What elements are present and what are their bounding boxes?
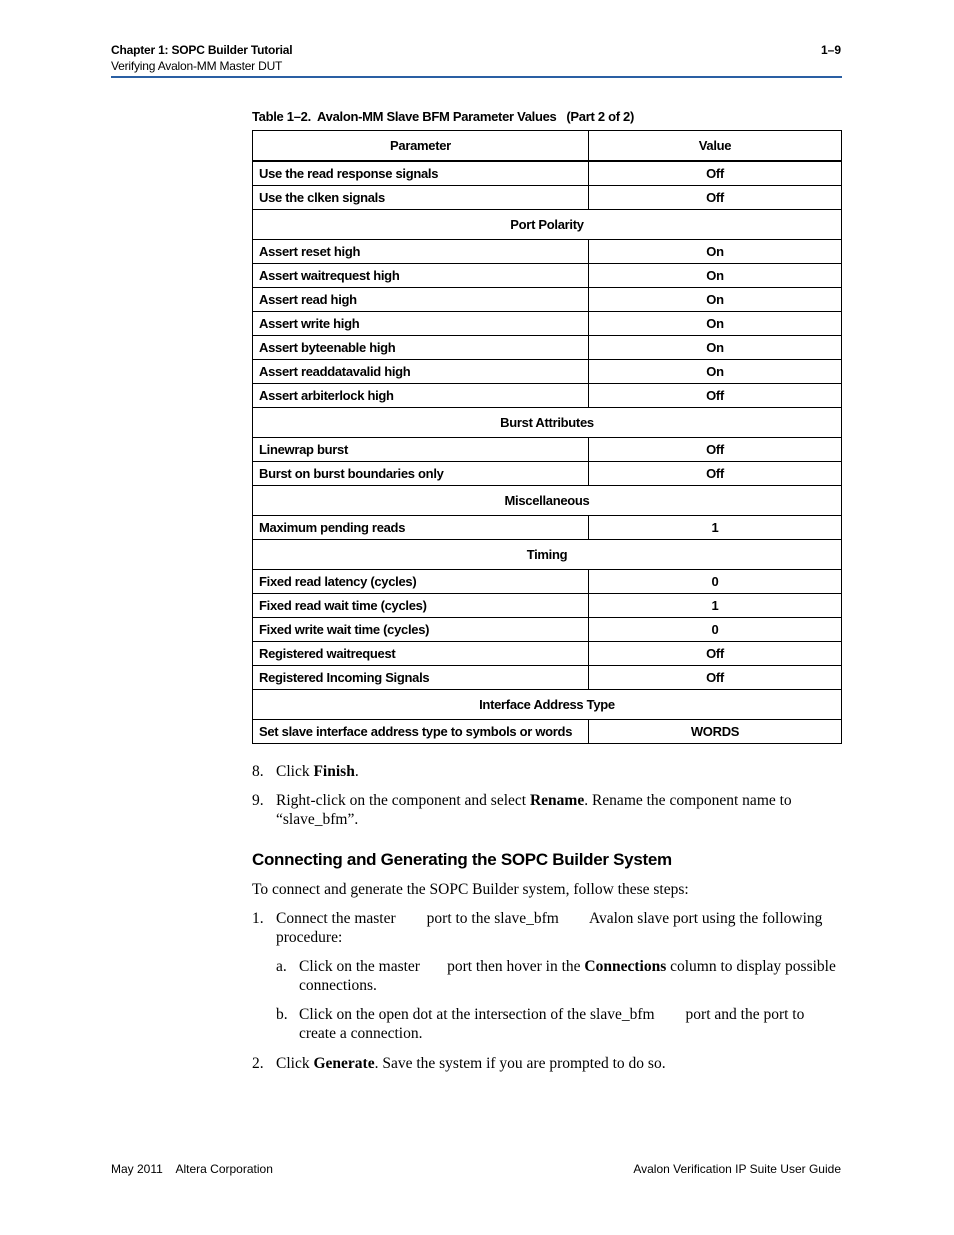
parameter-cell: Assert readdatavalid high: [253, 360, 589, 384]
table-row: [253, 161, 842, 186]
step-text: Right-click on the component and select Rename. Rename the component name to “slave_bfm”.: [276, 792, 792, 828]
column-header-value: Value: [589, 131, 842, 162]
group-row-burst-attributes: [253, 408, 842, 438]
parameter-cell: Assert waitrequest high: [253, 264, 589, 288]
header-chapter: Chapter 1: SOPC Builder Tutorial: [111, 43, 293, 57]
column-header-parameter: Parameter: [253, 131, 589, 162]
table-row: [253, 240, 842, 264]
table-caption: Table 1–2. Avalon-MM Slave BFM Parameter Values (Part 2 of 2): [252, 109, 635, 124]
parameter-cell: Assert write high: [253, 312, 589, 336]
parameter-cell: Set slave interface address type to symbols or words: [253, 720, 589, 744]
value-cell: Off: [589, 161, 842, 186]
table-row: [253, 288, 842, 312]
parameter-cell: Maximum pending reads: [253, 516, 589, 540]
table-row: [253, 516, 842, 540]
value-cell: Off: [589, 462, 842, 486]
group-label: Port Polarity: [253, 210, 842, 240]
step-number: 2.: [252, 1055, 264, 1072]
group-row-miscellaneous: [253, 486, 842, 516]
table-row: [253, 642, 842, 666]
parameter-cell: Assert read high: [253, 288, 589, 312]
table-row: [253, 438, 842, 462]
substep-text: Click on the master port then hover in the Connections column to display possible connections.: [299, 958, 840, 994]
parameter-cell: Assert byteenable high: [253, 336, 589, 360]
value-cell: On: [589, 240, 842, 264]
value-cell: On: [589, 336, 842, 360]
parameter-cell: Linewrap burst: [253, 438, 589, 462]
group-label: Timing: [253, 540, 842, 570]
substep-letter: b.: [276, 1006, 288, 1023]
table-row: [253, 312, 842, 336]
table-row: [253, 462, 842, 486]
value-cell: On: [589, 360, 842, 384]
page-number: 1–9: [820, 43, 841, 57]
parameter-cell: Registered Incoming Signals: [253, 666, 589, 690]
table-row: [253, 618, 842, 642]
table-row: [253, 384, 842, 408]
value-cell: Off: [589, 642, 842, 666]
group-label: Interface Address Type: [253, 690, 842, 720]
parameter-cell: Fixed read latency (cycles): [253, 570, 589, 594]
substep-text: Click on the open dot at the intersection of the slave_bfm port and the port to create a connection.: [299, 1006, 809, 1042]
footer-left: May 2011 Altera Corporation: [111, 1162, 273, 1176]
step-number: 9.: [252, 792, 264, 809]
parameter-table: [252, 130, 842, 744]
section-heading: Connecting and Generating the SOPC Builder System: [252, 850, 672, 869]
parameter-cell: Use the read response signals: [253, 161, 589, 186]
header-rule: [111, 76, 842, 78]
value-cell: 1: [589, 516, 842, 540]
value-cell: Off: [589, 384, 842, 408]
table-row: [253, 666, 842, 690]
group-label: Miscellaneous: [253, 486, 842, 516]
parameter-cell: Fixed write wait time (cycles): [253, 618, 589, 642]
value-cell: On: [589, 264, 842, 288]
parameter-cell: Use the clken signals: [253, 186, 589, 210]
value-cell: On: [589, 288, 842, 312]
step-number: 8.: [252, 763, 264, 780]
table-header-row: [253, 131, 842, 162]
value-cell: 1: [589, 594, 842, 618]
group-row-port-polarity: [253, 210, 842, 240]
header-section: Verifying Avalon-MM Master DUT: [111, 59, 283, 73]
footer-right: Avalon Verification IP Suite User Guide: [633, 1162, 841, 1176]
step-number: 1.: [252, 910, 264, 927]
table-row: [253, 570, 842, 594]
value-cell: Off: [589, 186, 842, 210]
table-row: [253, 720, 842, 744]
table-row: [253, 360, 842, 384]
step-text: Click Generate. Save the system if you are prompted to do so.: [276, 1055, 666, 1072]
intro-paragraph: To connect and generate the SOPC Builder system, follow these steps:: [252, 881, 689, 898]
parameter-cell: Fixed read wait time (cycles): [253, 594, 589, 618]
step-text: Connect the master port to the slave_bfm Avalon slave port using the following procedure:: [276, 910, 827, 946]
group-row-timing: [253, 540, 842, 570]
value-cell: 0: [589, 570, 842, 594]
substep-letter: a.: [276, 958, 287, 975]
group-label: Burst Attributes: [253, 408, 842, 438]
table-row: [253, 264, 842, 288]
parameter-cell: Assert arbiterlock high: [253, 384, 589, 408]
parameter-cell: Registered waitrequest: [253, 642, 589, 666]
parameter-cell: Burst on burst boundaries only: [253, 462, 589, 486]
value-cell: On: [589, 312, 842, 336]
table-row: [253, 336, 842, 360]
table-row: [253, 186, 842, 210]
value-cell: Off: [589, 438, 842, 462]
value-cell: 0: [589, 618, 842, 642]
value-cell: Off: [589, 666, 842, 690]
table-row: [253, 594, 842, 618]
parameter-cell: Assert reset high: [253, 240, 589, 264]
value-cell: WORDS: [589, 720, 842, 744]
step-text: Click Finish.: [276, 763, 359, 780]
group-row-interface-address-type: [253, 690, 842, 720]
